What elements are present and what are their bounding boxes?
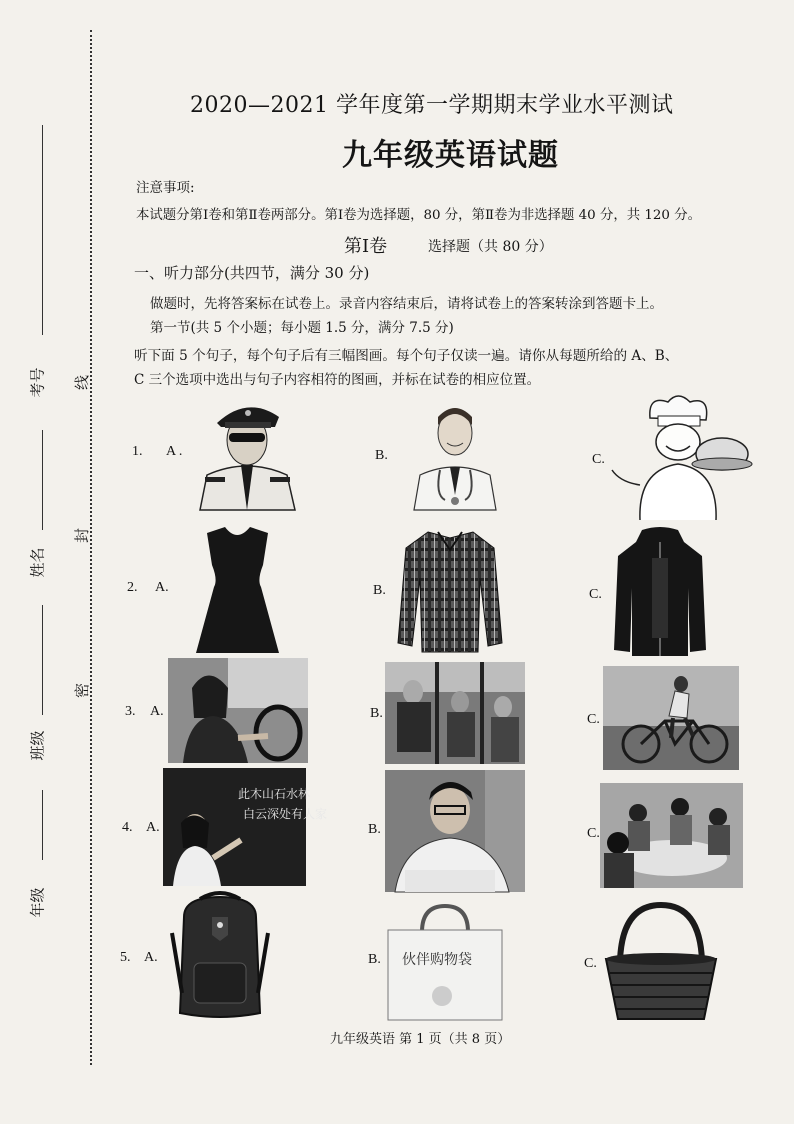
directions-line-2: C 三个选项中选出与句子内容相符的图画，并标在试卷的相应位置。 <box>134 372 541 388</box>
directions-line-1: 听下面 5 个句子，每个句子后有三幅图画。每个句子仅读一遍。请你从每题所给的 A、B、 <box>134 348 679 364</box>
option-label: B. <box>368 952 381 967</box>
q3-woman-driving-image <box>168 658 308 763</box>
option-label: B. <box>375 448 388 463</box>
binding-dotted-line <box>90 30 92 1065</box>
notes-heading: 注意事项: <box>136 180 195 196</box>
field-rule <box>42 430 43 530</box>
option-label: A. <box>150 704 164 719</box>
field-exam-number: 考号 <box>28 367 47 398</box>
option-label: A . <box>166 444 183 459</box>
field-grade: 年级 <box>28 887 47 918</box>
section1-heading: 第一节(共 5 个小题；每小题 1.5 分，满分 7.5 分) <box>150 320 454 336</box>
q4-teacher-blackboard-image <box>163 768 328 886</box>
option-label: A. <box>155 580 169 595</box>
q4a-board-line2: 白云深处有人家 <box>243 807 328 821</box>
question-number: 5. <box>120 950 131 965</box>
option-label: B. <box>370 706 383 721</box>
volume-title: 第Ⅰ卷 <box>344 236 388 257</box>
field-rule <box>42 125 43 335</box>
option-label: A. <box>146 820 160 835</box>
q5b-bag-text: 伙伴购物袋 <box>402 952 472 968</box>
question-number: 4. <box>122 820 133 835</box>
q1-police-officer-image <box>195 395 300 510</box>
field-rule <box>42 605 43 715</box>
exam-title: 2020—2021 学年度第一学期期末学业水平测试 <box>190 93 674 118</box>
field-name: 姓名 <box>28 547 47 578</box>
page-footer: 九年级英语 第 1 页（共 8 页） <box>330 1032 511 1047</box>
question-number: 3. <box>125 704 136 719</box>
option-label: C. <box>587 712 600 727</box>
q1-doctor-image <box>410 395 500 510</box>
seal-char-line: 线 <box>73 374 92 391</box>
question-number: 1. <box>132 444 143 459</box>
notes-text: 本试题分第Ⅰ卷和第Ⅱ卷两部分。第Ⅰ卷为选择题，80 分，第Ⅱ卷为非选择题 40 分，共 120 分。 <box>136 208 701 223</box>
seal-char-secret: 密 <box>73 682 92 699</box>
option-label: A. <box>144 950 158 965</box>
q3-cyclist-image <box>603 666 739 770</box>
q2-dress-image <box>195 525 280 655</box>
option-label: C. <box>592 452 605 467</box>
q2-shirt-image <box>398 528 503 653</box>
option-label: B. <box>368 822 381 837</box>
q2-jacket-image <box>612 528 707 658</box>
subject-title: 九年级英语试题 <box>342 138 559 173</box>
option-label: C. <box>589 587 602 602</box>
seal-char-seal: 封 <box>73 527 92 544</box>
volume-subtitle: 选择题（共 80 分） <box>428 239 553 255</box>
q4-group-discussion-image <box>600 783 743 888</box>
q3-bus-passengers-image <box>385 662 525 764</box>
listening-heading: 一、听力部分(共四节，满分 30 分) <box>134 264 370 282</box>
q5-basket-image <box>602 903 720 1023</box>
q5-backpack-image <box>170 893 270 1021</box>
option-label: B. <box>373 583 386 598</box>
q5-shopping-bag-image <box>382 904 508 1020</box>
field-rule <box>42 790 43 860</box>
q4-student-writing-image <box>385 770 525 892</box>
question-number: 2. <box>127 580 138 595</box>
q4a-board-line1: 此木山石水林 <box>238 787 311 801</box>
q1-chef-image <box>610 390 750 520</box>
field-class: 班级 <box>28 730 47 761</box>
option-label: C. <box>587 826 600 841</box>
option-label: C. <box>584 956 597 971</box>
listening-instruction: 做题时，先将答案标在试卷上。录音内容结束后，请将试卷上的答案转涂到答题卡上。 <box>150 296 663 312</box>
